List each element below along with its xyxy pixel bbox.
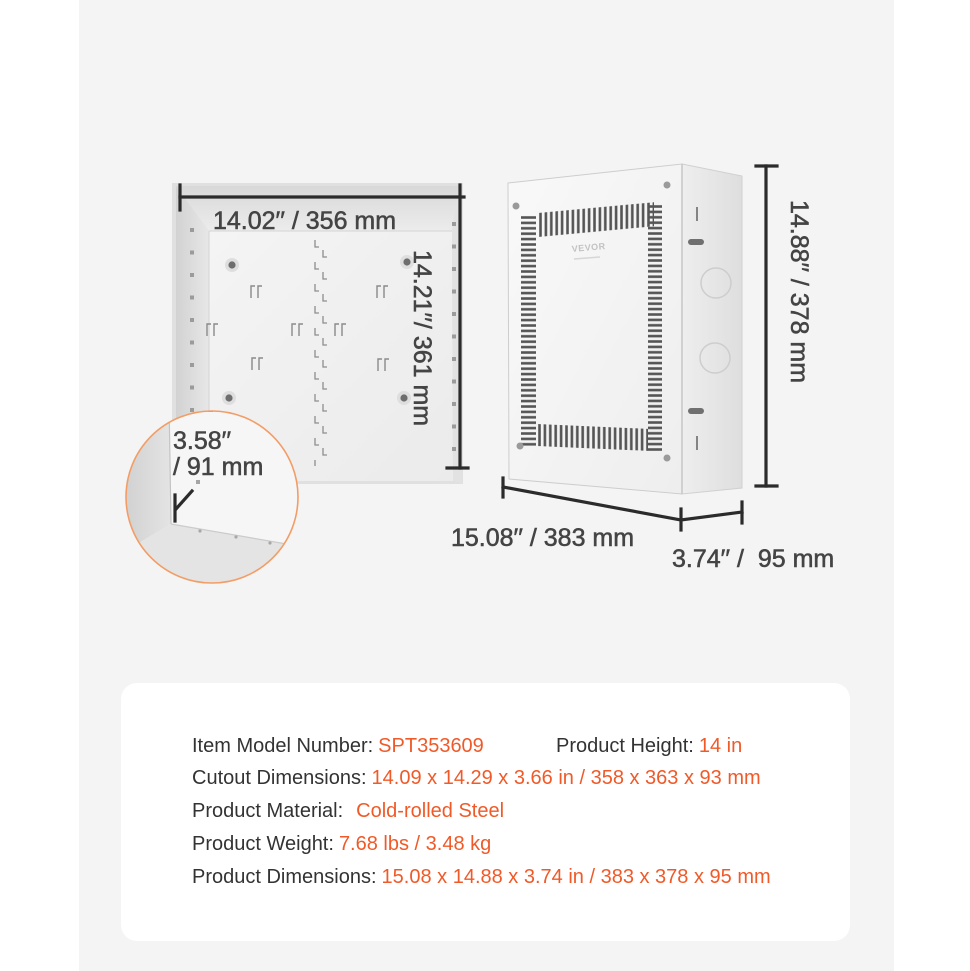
- spec-row-product-weight: [192, 832, 491, 856]
- spec-label: Product Dimensions:: [192, 866, 377, 888]
- mounting-hole: [225, 394, 232, 401]
- spec-value: 14.09 x 14.29 x 3.66 in / 358 x 363 x 93 mm: [371, 767, 761, 789]
- vent-slots-left: [521, 215, 536, 447]
- spec-value: Cold-rolled Steel: [356, 800, 505, 822]
- spec-row-cutout-dimensions: [192, 766, 761, 790]
- spec-label: Product Height:: [556, 735, 694, 757]
- closed-box-height-label: 14.88′′ / 378 mm: [785, 200, 813, 384]
- closed-box-depth-label: 3.74′′ / 95 mm: [672, 545, 835, 573]
- center-rail-tabs: [313, 238, 329, 466]
- magnified-hole: [198, 529, 201, 532]
- side-slot: [688, 239, 704, 245]
- spec-label: Product Material:: [192, 800, 344, 822]
- cover-screw: [664, 182, 671, 189]
- spec-value: 15.08 x 14.88 x 3.74 in / 383 x 378 x 95 mm: [381, 866, 771, 888]
- cover-screw: [664, 455, 671, 462]
- vent-slots-right: [648, 204, 662, 452]
- spec-card: [121, 683, 850, 941]
- closed-box-width-label: 15.08′′ / 383 mm: [451, 524, 635, 552]
- depth-label-line1: 3.58′′: [173, 427, 232, 455]
- spec-row-product-material: [192, 799, 504, 823]
- left-wall-holes: [190, 228, 194, 428]
- open-box-width-label: 14.02′′ / 356 mm: [213, 207, 397, 235]
- magnified-hole: [268, 541, 271, 544]
- spec-label: Product Weight:: [192, 833, 334, 855]
- cover-screw: [517, 443, 524, 450]
- right-wall-holes: [452, 222, 456, 462]
- spec-label: Cutout Dimensions:: [192, 767, 367, 789]
- spec-row-product-height: [556, 734, 742, 758]
- side-slot: [688, 408, 704, 414]
- cover-screw: [513, 203, 520, 210]
- spec-value: 14 in: [698, 735, 743, 757]
- spec-row-item-model-number: [192, 734, 484, 758]
- brand-logo: VEVOR: [571, 241, 607, 254]
- spec-value: 7.68 lbs / 3.48 kg: [338, 833, 492, 855]
- spec-value: SPT353609: [378, 735, 484, 757]
- closed-box-side-face: [682, 164, 742, 494]
- open-box-height-label: 14.21′′/ 361 mm: [408, 250, 436, 427]
- magnified-hole: [234, 535, 237, 538]
- spec-label: Item Model Number:: [192, 735, 374, 757]
- mounting-hole: [400, 394, 407, 401]
- closed-box-depth-line: [681, 512, 742, 520]
- closed-box-cover-view: [508, 164, 742, 494]
- spec-row-product-dimensions: [192, 865, 771, 889]
- depth-label-line2: / 91 mm: [173, 453, 264, 481]
- mounting-hole: [228, 261, 235, 268]
